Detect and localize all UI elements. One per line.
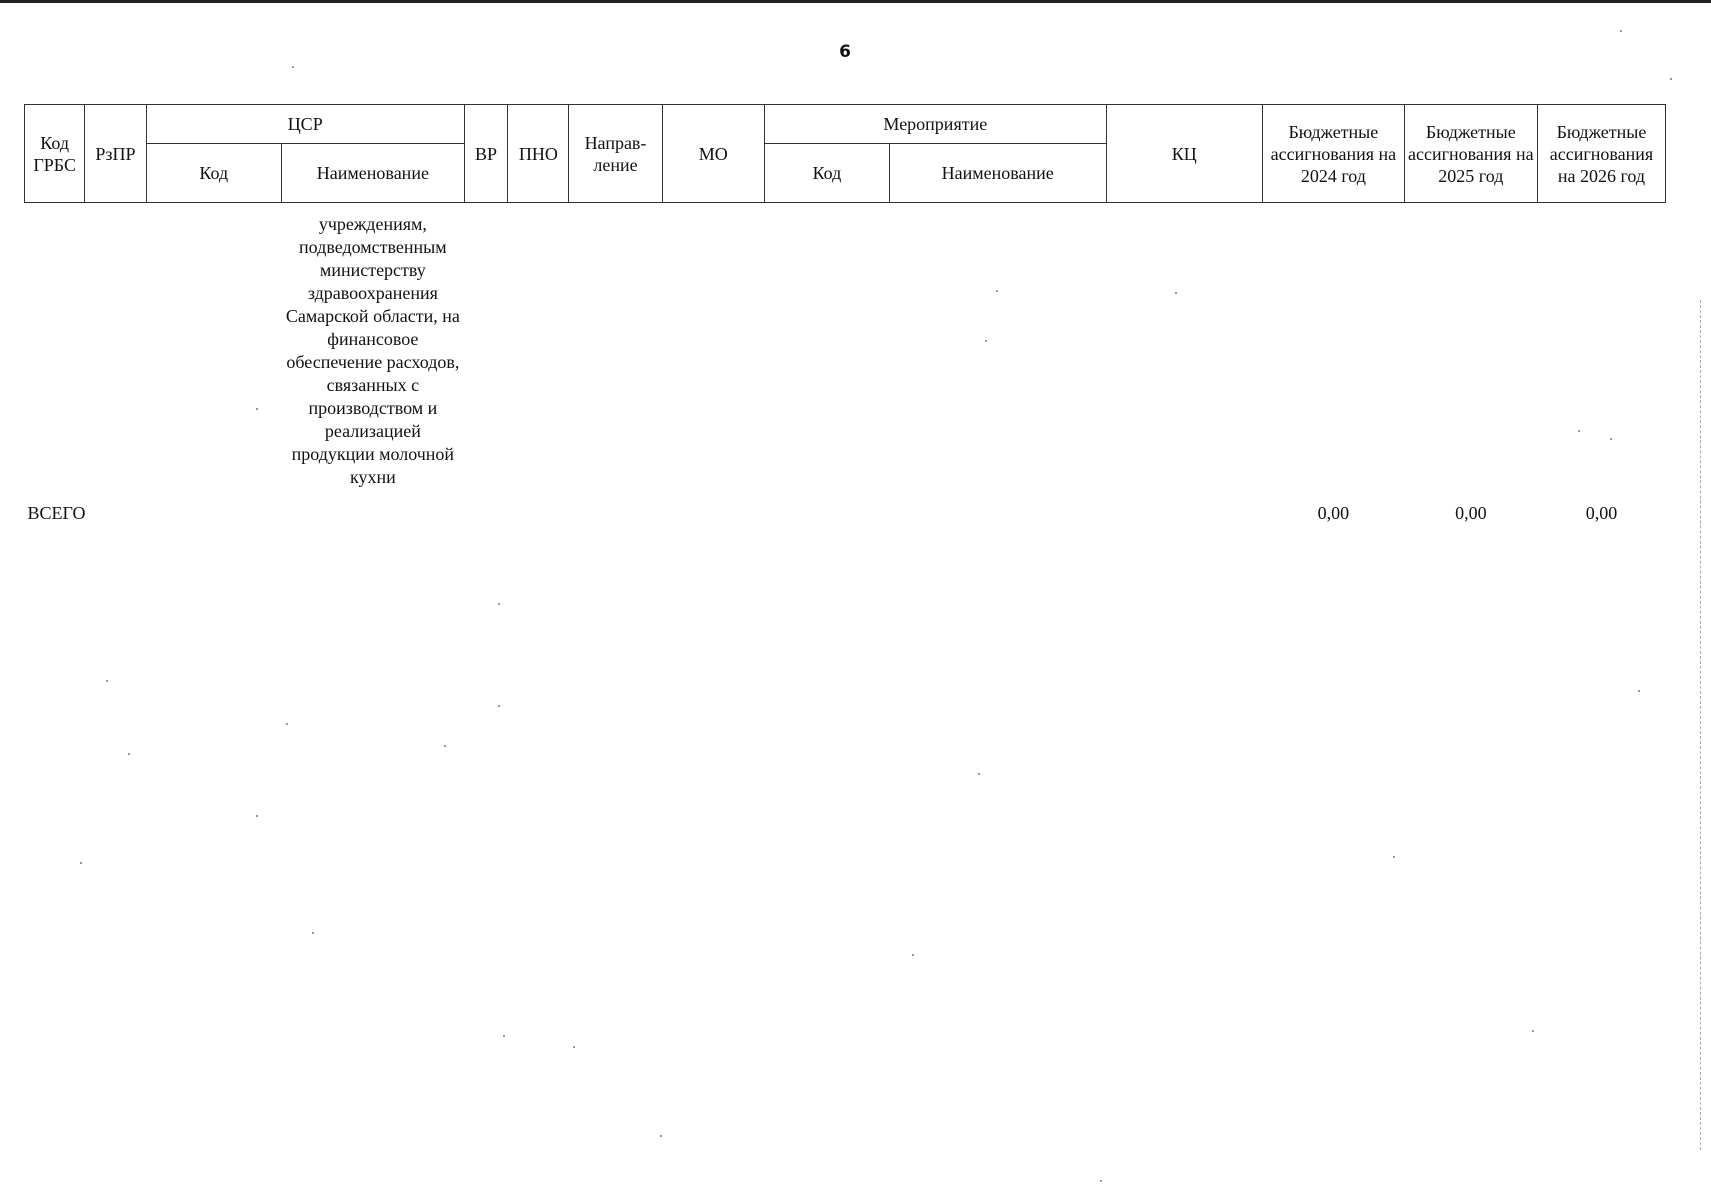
- table-row-continued: [25, 213, 1666, 489]
- header-kc: КЦ: [1106, 105, 1262, 203]
- header-pno: ПНО: [508, 105, 569, 203]
- header-kod-grbs: Код ГРБС: [25, 105, 85, 203]
- header-budget-2026: Бюджетные ассигнования на 2026 год: [1537, 105, 1665, 203]
- header-mer-kod: Код: [765, 144, 890, 203]
- header-budget-2025: Бюджетные ассигнования на 2025 год: [1404, 105, 1537, 203]
- header-budget-2024: Бюджетные ассигнования на 2024 год: [1263, 105, 1405, 203]
- header-csr-kod: Код: [146, 144, 281, 203]
- total-label: ВСЕГО: [27, 503, 86, 523]
- spacer-row: [25, 203, 1666, 214]
- header-rzpr: РзПР: [85, 105, 146, 203]
- header-mer-name: Наименование: [889, 144, 1106, 203]
- csr-name-cell: учреждениям, подведомственным министерству здравоохранения Самарской области, на финансовое обеспечение расходов, связанных с производством и реализацией продукции молочной кухни: [285, 214, 460, 487]
- header-napravlenie: Направ-ление: [569, 105, 662, 203]
- header-mo: МО: [662, 105, 765, 203]
- budget-table: [24, 104, 1666, 524]
- top-border-line: [0, 0, 1711, 3]
- header-meropriyatie: Мероприятие: [765, 105, 1107, 144]
- scan-edge-marks: [1698, 300, 1701, 1150]
- total-budget-2026: 0,00: [1585, 503, 1618, 523]
- header-csr-name: Наименование: [281, 144, 464, 203]
- total-budget-2024: 0,00: [1317, 503, 1350, 523]
- total-budget-2025: 0,00: [1455, 503, 1487, 523]
- header-vr: ВР: [464, 105, 507, 203]
- page-number: 6: [839, 42, 851, 62]
- header-row-top: [25, 105, 1666, 144]
- total-row: [25, 489, 1666, 524]
- header-csr: ЦСР: [146, 105, 464, 144]
